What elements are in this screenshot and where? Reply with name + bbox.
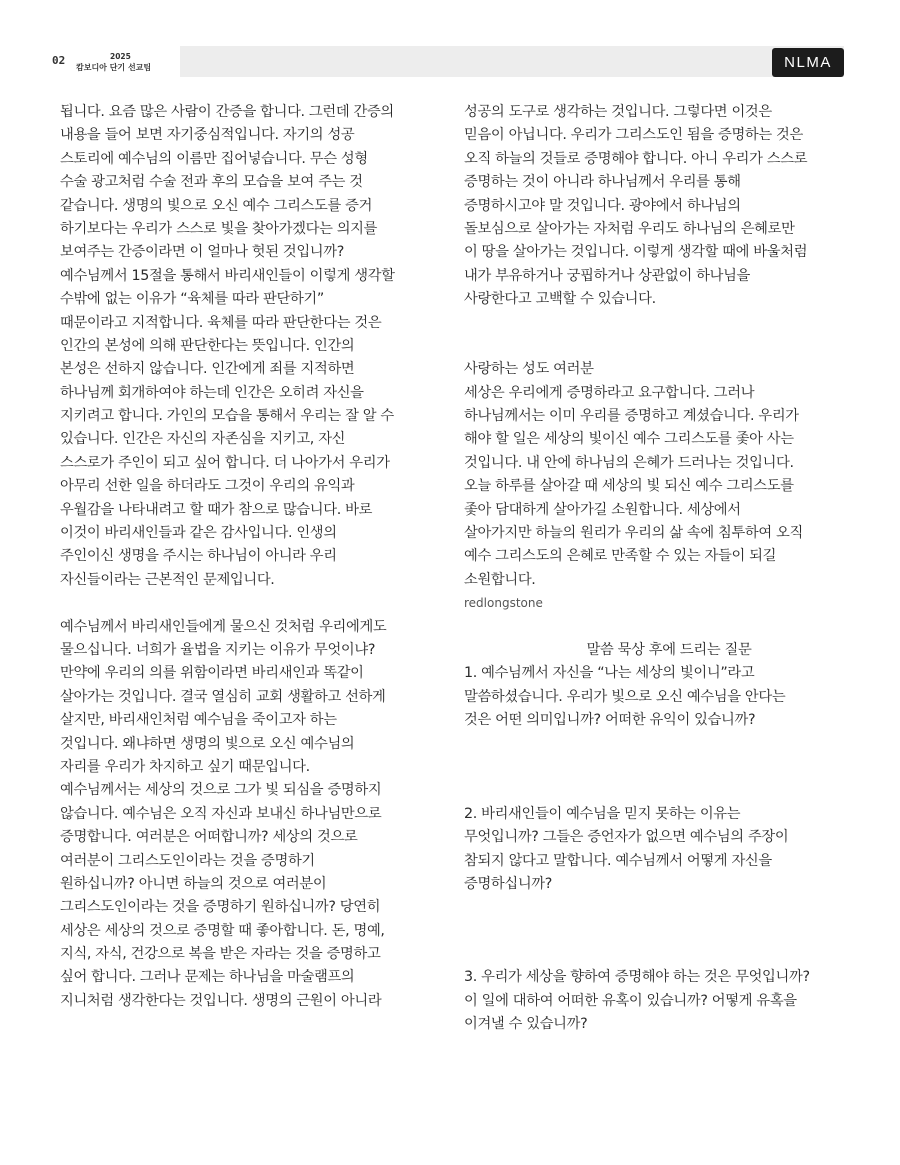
text-line: 원하십니까? 아니면 하늘의 것으로 여러분이	[60, 875, 327, 892]
text-line: 것입니다. 왜냐하면 생명의 빛으로 오신 예수님의	[60, 735, 355, 752]
text-line: 사랑한다고 고백할 수 있습니다.	[464, 291, 656, 308]
text-line: 수술 광고처럼 수술 전과 후의 모습을 보여 주는 것	[60, 174, 363, 191]
text-line: 3. 우리가 세상을 향하여 증명해야 하는 것은 무엇입니까?	[464, 969, 810, 986]
text-line: 믿음이 아닙니다. 우리가 그리스도인 됨을 증명하는 것은	[464, 127, 803, 144]
text-line: 않습니다. 예수님은 오직 자신과 보내신 하나님만으로	[60, 805, 382, 822]
text-line: 돌보심으로 살아가는 자처럼 우리도 하나님의 은혜로만	[464, 220, 795, 237]
text-line: 살아가는 것입니다. 결국 열심히 교회 생활하고 선하게	[60, 688, 386, 705]
left-paragraph-2	[60, 616, 470, 1014]
text-line: 참되지 않다고 말합니다. 예수님께서 어떻게 자신을	[464, 852, 772, 869]
paragraph-gap	[60, 592, 470, 615]
questions-title: 말씀 묵상 후에 드리는 질문	[586, 641, 752, 658]
paragraph-gap	[464, 616, 874, 639]
text-line: 만약에 우리의 의를 위함이라면 바리새인과 똑같이	[60, 665, 364, 682]
paragraph-gap	[464, 943, 874, 966]
text-line: 예수님께서 바리새인들에게 물으신 것처럼 우리에게도	[60, 618, 387, 635]
text-line: 자리를 우리가 차지하고 싶기 때문입니다.	[60, 758, 310, 775]
text-line: 주인이신 생명을 주시는 하나님이 아니라 우리	[60, 548, 337, 565]
text-line: 예수님께서는 세상의 것으로 그가 빛 되심을 증명하지	[60, 782, 382, 799]
paragraph-gap	[464, 920, 874, 943]
text-line: 물으십니다. 너희가 율법을 지키는 이유가 무엇이냐?	[60, 641, 376, 658]
paragraph-gap	[464, 733, 874, 756]
issue-title: 캄보디아 단기 선교팀	[76, 63, 152, 72]
paragraph-gap	[464, 312, 874, 335]
text-line: 자신들이라는 근본적인 문제입니다.	[60, 571, 275, 588]
text-line: 됩니다. 요즘 많은 사람이 간증을 합니다. 그런데 간증의	[60, 104, 394, 120]
right-column	[464, 101, 874, 1037]
text-line: 여러분이 그리스도인이라는 것을 증명하기	[60, 852, 315, 869]
text-line: 보여주는 간증이라면 이 얼마나 헛된 것입니까?	[60, 244, 344, 261]
text-line: 지니처럼 생각한다는 것입니다. 생명의 근원이 아니라	[60, 992, 382, 1009]
text-line: 싶어 합니다. 그러나 문제는 하나님을 마술램프의	[60, 969, 355, 986]
text-line: 내용을 들어 보면 자기중심적입니다. 자기의 성공	[60, 127, 355, 144]
text-line: 우월감을 나타내려고 할 때가 참으로 많습니다. 바로	[60, 501, 373, 518]
text-line: 것은 어떤 의미입니까? 어떠한 유익이 있습니까?	[464, 712, 756, 729]
text-line: 하기보다는 우리가 스스로 빛을 찾아가겠다는 의지를	[60, 220, 378, 237]
text-line: 하나님께서는 이미 우리를 증명하고 계셨습니다. 우리가	[464, 408, 799, 425]
text-line: 수밖에 없는 이유가 “육체를 따라 판단하기”	[60, 291, 324, 308]
question-1	[464, 662, 874, 732]
text-line: 지식, 자식, 건강으로 복을 받은 자라는 것을 증명하고	[60, 946, 381, 963]
page-number: 02	[52, 54, 66, 67]
text-line: 오직 하늘의 것들로 증명해야 합니다. 아니 우리가 스스로	[464, 150, 808, 167]
right-paragraph-2	[464, 382, 874, 593]
paragraph-gap	[464, 335, 874, 358]
text-line: 아무리 선한 일을 하더라도 그것이 우리의 유익과	[60, 478, 355, 495]
text-line: 해야 할 일은 세상의 빛이신 예수 그리스도를 좇아 사는	[464, 431, 794, 448]
text-line: 그리스도인이라는 것을 증명하기 원하십니까? 당연히	[60, 899, 381, 916]
text-line: 세상은 세상의 것으로 증명할 때 좋아합니다. 돈, 명예,	[60, 922, 385, 939]
text-line: 이 일에 대하여 어떠한 유혹이 있습니까? 어떻게 유혹을	[464, 992, 797, 1009]
text-line: 이것이 바리새인들과 같은 감사입니다. 인생의	[60, 525, 337, 542]
greeting: 사랑하는 성도 여러분	[464, 361, 594, 378]
text-line: 예수님께서 15절을 통해서 바리새인들이 이렇게 생각할	[60, 267, 395, 284]
text-line: 1. 예수님께서 자신을 “나는 세상의 빛이니”라고	[464, 665, 755, 682]
text-line: 2. 바리새인들이 예수님을 믿지 못하는 이유는	[464, 805, 741, 822]
text-line: 스스로가 주인이 되고 싶어 합니다. 더 나아가서 우리가	[60, 454, 390, 471]
text-line: 증명하십니까?	[464, 875, 553, 892]
author-signature: redlongstone	[464, 596, 543, 611]
question-3	[464, 966, 874, 1036]
text-line: 예수 그리스도의 은혜로 만족할 수 있는 자들이 되길	[464, 548, 777, 565]
paragraph-gap	[464, 896, 874, 919]
text-line: 같습니다. 생명의 빛으로 오신 예수 그리스도를 증거	[60, 197, 373, 214]
left-paragraph-1	[60, 101, 470, 592]
right-paragraph-1	[464, 101, 874, 312]
text-line: 때문이라고 지적합니다. 육체를 따라 판단한다는 것은	[60, 314, 382, 331]
text-line: 살아가지만 하늘의 원리가 우리의 삶 속에 침투하여 오직	[464, 525, 803, 542]
text-line: 세상은 우리에게 증명하라고 요구합니다. 그러나	[464, 384, 755, 401]
text-line: 살지만, 바리새인처럼 예수님을 죽이고자 하는	[60, 712, 337, 729]
text-line: 본성은 선하지 않습니다. 인간에게 죄를 지적하면	[60, 361, 355, 378]
text-line: 말씀하셨습니다. 우리가 빛으로 오신 예수님을 안다는	[464, 688, 786, 705]
paragraph-gap	[464, 779, 874, 802]
text-line: 이겨낼 수 있습니까?	[464, 1016, 588, 1033]
brand-logo: NLMA	[772, 48, 844, 77]
text-line: 소원합니다.	[464, 571, 536, 588]
text-line: 좇아 담대하게 살아가길 소원합니다. 세상에서	[464, 501, 741, 518]
issue-year: 2025	[110, 52, 131, 61]
left-column	[60, 101, 470, 1013]
text-line: 성공의 도구로 생각하는 것입니다. 그렇다면 이것은	[464, 104, 772, 120]
text-line: 하나님께 회개하여야 하는데 인간은 오히려 자신을	[60, 384, 364, 401]
page-header	[0, 40, 900, 84]
text-line: 내가 부유하거나 궁핍하거나 상관없이 하나님을	[464, 267, 750, 284]
text-line: 지키려고 합니다. 가인의 모습을 통해서 우리는 잘 알 수	[60, 408, 394, 425]
text-line: 있습니다. 인간은 자신의 자존심을 지키고, 자신	[60, 431, 346, 448]
text-line: 증명하시고야 말 것입니다. 광야에서 하나님의	[464, 197, 741, 214]
text-line: 증명하는 것이 아니라 하나님께서 우리를 통해	[464, 174, 741, 191]
question-2	[464, 803, 874, 897]
text-line: 무엇입니까? 그들은 증언자가 없으면 예수님의 주장이	[464, 829, 789, 846]
text-line: 것입니다. 내 안에 하나님의 은혜가 드러나는 것입니다.	[464, 454, 794, 471]
header-bar	[180, 46, 844, 77]
paragraph-gap	[464, 756, 874, 779]
text-line: 오늘 하루를 살아갈 때 세상의 빛 되신 예수 그리스도를	[464, 478, 794, 495]
text-line: 증명합니다. 여러분은 어떠합니까? 세상의 것으로	[60, 829, 358, 846]
text-line: 이 땅을 살아가는 것입니다. 이렇게 생각할 때에 바울처럼	[464, 244, 808, 261]
text-line: 스토리에 예수님의 이름만 집어넣습니다. 무슨 성형	[60, 150, 368, 167]
text-line: 인간의 본성에 의해 판단한다는 뜻입니다. 인간의	[60, 337, 355, 354]
